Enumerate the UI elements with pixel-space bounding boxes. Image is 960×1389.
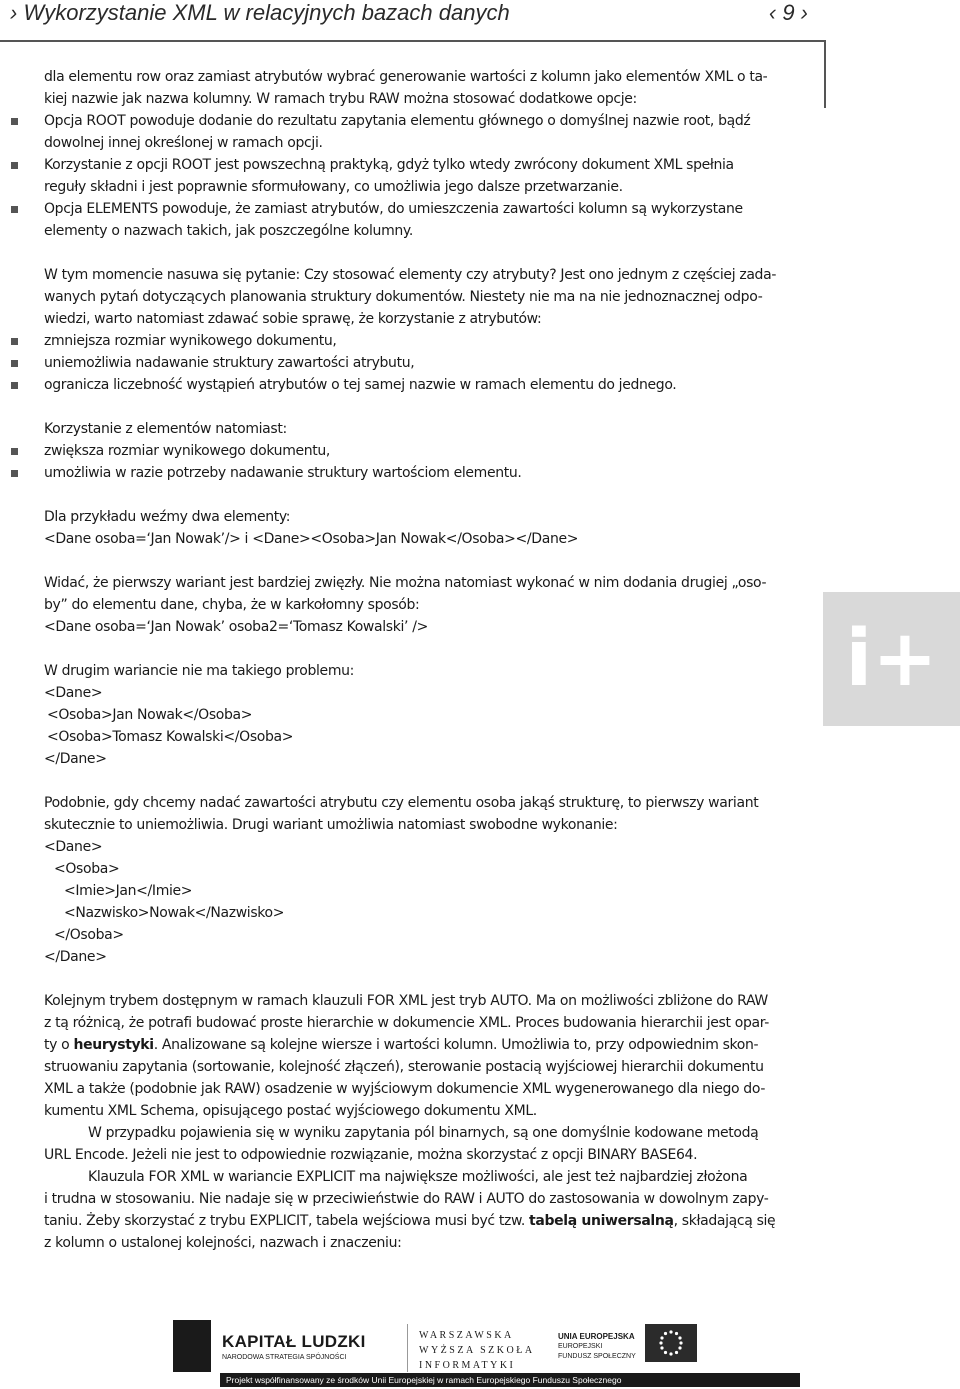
code-line: <Dane osoba=‘Jan Nowak’ osoba2=‘Tomasz Kowalski’ /> <box>44 619 428 635</box>
page-number: ‹ 9 › <box>768 0 808 25</box>
paragraph-line: W przypadku pojawienia się w wyniku zapytania pól binarnych, są one domyślnie kodowane metodą <box>88 1125 759 1141</box>
bold-term-heurystyki: heurystyki <box>73 1037 154 1053</box>
chapter-title: › Wykorzystanie XML w relacyjnych bazach danych <box>10 0 510 25</box>
paragraph-line: wanych pytań dotyczących planowania struktury dokumentów. Niestety nie ma na nie jednoznacznej odpo- <box>44 289 763 305</box>
header-corner-rule <box>824 40 826 108</box>
eu-logo-line-2: EUROPEJSKI <box>558 1343 603 1350</box>
paragraph-line: kiej nazwie jak nazwa kolumny. W ramach trybu RAW można stosować dodatkowe opcje: <box>44 91 637 107</box>
bullet-item: ogranicza liczebność wystąpień atrybutów o tej samej nazwie w ramach elementu do jednego. <box>44 374 806 396</box>
wwsi-logo-line-2: WYŻSZA SZKOŁA <box>419 1345 535 1356</box>
bullet-item-elements: Opcja ELEMENTS powoduje, że zamiast atrybutów, do umieszczenia zawartości kolumn są wykorzystane elementy o nazwach takich, jak poszczególne kolumny. <box>44 198 806 242</box>
paragraph-line: XML a także (podobnie jak RAW) osadzenie w wyjściowym dokumencie XML wygenerowanego dla niego do- <box>44 1081 766 1097</box>
paragraph-line: Widać, że pierwszy wariant jest bardziej zwięzły. Nie można natomiast wykonać w nim dodania drugiej „oso- <box>44 575 767 591</box>
paragraph-line: i trudna w stosowaniu. Nie nadaje się w przeciwieństwie do RAW i AUTO do zastosowania w dowolnym zapy- <box>44 1191 769 1207</box>
eu-flag-icon <box>645 1324 697 1362</box>
kapital-ludzki-title: KAPITAŁ LUDZKI <box>222 1332 366 1351</box>
code-line: <Dane osoba=‘Jan Nowak’/> i <Dane><Osoba>Jan Nowak</Osoba></Dane> <box>44 531 579 547</box>
paragraph-line: taniu. Żeby skorzystać z trybu EXPLICIT, tabela wejściowa musi być tzw. tabelą uniwersalną, składającą się <box>44 1213 776 1229</box>
paragraph-line: kumentu XML Schema, opisującego postać wyjściowego dokumentu XML. <box>44 1103 537 1119</box>
document-body <box>44 66 806 1254</box>
info-plus-badge: i+ <box>823 592 960 726</box>
paragraph-line: Kolejnym trybem dostępnym w ramach klauzuli FOR XML jest tryb AUTO. Ma on możliwości zbliżone do RAW <box>44 993 768 1009</box>
kapital-ludzki-logo-icon <box>173 1320 211 1372</box>
code-line: <Imie>Jan</Imie> <box>64 883 193 899</box>
wwsi-logo-line-3: INFORMATYKI <box>419 1360 516 1371</box>
cofinancing-banner: Projekt współfinansowany ze środków Unii Europejskiej w ramach Europejskiego Funduszu Społecznego <box>220 1373 800 1387</box>
paragraph-line: z tą różnicą, że potrafi budować proste hierarchie w dokumencie XML. Proces budowania hierarchii jest opar- <box>44 1015 769 1031</box>
paragraph-line: Klauzula FOR XML w wariancie EXPLICIT ma największe możliwości, ale jest też najbardziej złożona <box>88 1169 748 1185</box>
code-line: <Osoba> <box>54 861 120 877</box>
code-line: </Osoba> <box>54 927 124 943</box>
bullet-item: umożliwia w razie potrzeby nadawanie struktury wartościom elementu. <box>44 462 806 484</box>
paragraph-line: URL Encode. Jeżeli nie jest to odpowiednie rozwiązanie, można skorzystać z opcji BINARY BASE64. <box>44 1147 698 1163</box>
bullet-item-root: Opcja ROOT powoduje dodanie do rezultatu zapytania elementu głównego o domyślnej nazwie root, bądź dowolnej innej określonej w ramach opcji. <box>44 110 806 154</box>
wwsi-logo-line-1: WARSZAWSKA <box>419 1330 514 1341</box>
code-line: <Nazwisko>Nowak</Nazwisko> <box>64 905 285 921</box>
paragraph-line: W drugim wariancie nie ma takiego problemu: <box>44 663 354 679</box>
code-line: <Osoba>Tomasz Kowalski</Osoba> <box>47 729 294 745</box>
bullet-item: uniemożliwia nadawanie struktury zawartości atrybutu, <box>44 352 806 374</box>
footer-logos <box>165 1318 800 1389</box>
header-rule <box>0 40 826 42</box>
paragraph-line: ty o heurystyki. Analizowane są kolejne wiersze i wartości kolumn. Umożliwia to, przy odpowiednim skon- <box>44 1037 759 1053</box>
paragraph-line: skutecznie to uniemożliwia. Drugi wariant umożliwia natomiast swobodne wykonanie: <box>44 817 618 833</box>
bullet-item: zwiększa rozmiar wynikowego dokumentu, <box>44 440 806 462</box>
eu-stars-icon <box>645 1324 697 1362</box>
bold-term-tabela-uniwersalna: tabelą uniwersalną <box>529 1213 674 1229</box>
paragraph-line: Podobnie, gdy chcemy nadać zawartości atrybutu czy elementu osoba jakąś strukturę, to pierwszy wariant <box>44 795 759 811</box>
paragraph-line: W tym momencie nasuwa się pytanie: Czy stosować elementy czy atrybuty? Jest ono jednym z częściej zada- <box>44 267 777 283</box>
code-line: </Dane> <box>44 751 107 767</box>
paragraph-line: Dla przykładu weźmy dwa elementy: <box>44 509 291 525</box>
kapital-ludzki-subtitle: NARODOWA STRATEGIA SPÓJNOŚCI <box>222 1354 347 1361</box>
footer-divider <box>407 1324 408 1372</box>
paragraph-line: z kolumn o ustalonej kolejności, nazwach i znaczeniu: <box>44 1235 402 1251</box>
code-line: <Osoba>Jan Nowak</Osoba> <box>47 707 253 723</box>
code-line: </Dane> <box>44 949 107 965</box>
paragraph-line: dla elementu row oraz zamiast atrybutów wybrać generowanie wartości z kolumn jako elementów XML o ta- <box>44 69 768 85</box>
page-header <box>0 0 960 40</box>
paragraph-line: struowaniu zapytania (sortowanie, kolejność złączeń), sterowanie postacią wyjściowej hierarchii dokumentu <box>44 1059 764 1075</box>
paragraph-line: wiedzi, warto natomiast zdawać sobie sprawę, że korzystanie z atrybutów: <box>44 311 542 327</box>
paragraph-line: Korzystanie z elementów natomiast: <box>44 421 287 437</box>
code-line: <Dane> <box>44 839 103 855</box>
code-line: <Dane> <box>44 685 103 701</box>
paragraph-line: by” do elementu dane, chyba, że w karkołomny sposób: <box>44 597 420 613</box>
eu-logo-line-3: FUNDUSZ SPOŁECZNY <box>558 1353 636 1360</box>
bullet-item-root-practice: Korzystanie z opcji ROOT jest powszechną praktyką, gdyż tylko wtedy zwrócony dokument XML spełnia reguły składni i jest poprawnie sformułowany, co umożliwia jego dalsze przetwarzanie. <box>44 154 806 198</box>
eu-logo-line-1: UNIA EUROPEJSKA <box>558 1332 635 1341</box>
bullet-item: zmniejsza rozmiar wynikowego dokumentu, <box>44 330 806 352</box>
